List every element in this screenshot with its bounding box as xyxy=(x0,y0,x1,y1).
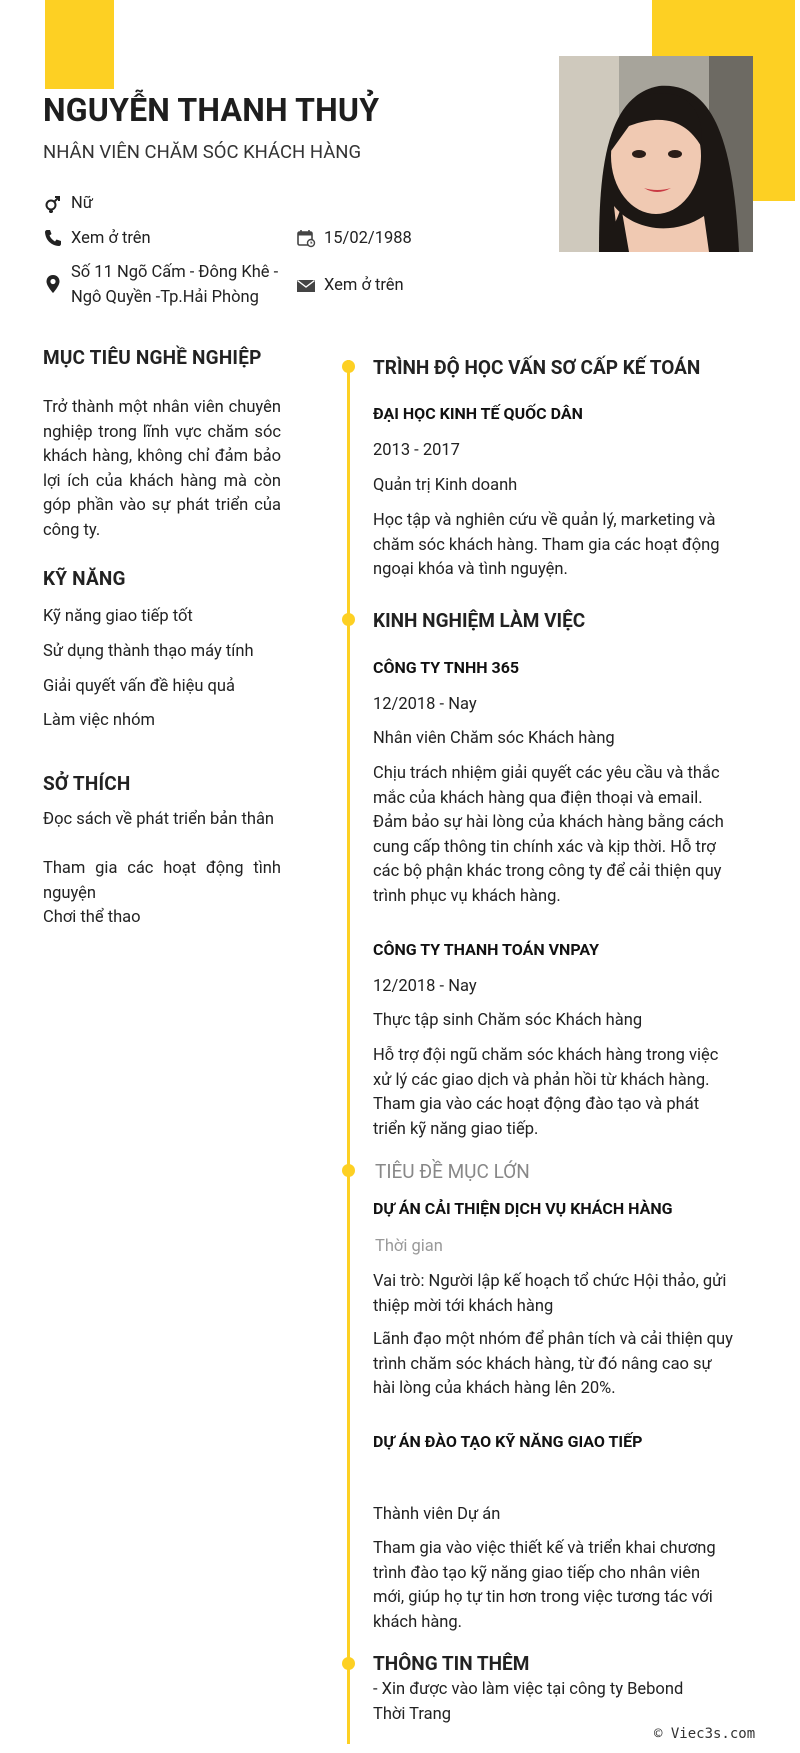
additional-text: - Xin được vào làm việc tại công ty Bebond Thời Trang xyxy=(373,1680,684,1724)
address-line-1: Số 11 Ngõ Cấm - Đông Khê - xyxy=(71,263,279,282)
watermark: © Viec3s.com xyxy=(654,1726,756,1742)
skill-item: Sử dụng thành thạo máy tính xyxy=(43,642,254,661)
birthday-value: 15/02/1988 xyxy=(324,229,412,248)
job-description: Chịu trách nhiệm giải quyết các yêu cầu và thắc mắc của khách hàng qua điện thoại và email. Đảm bảo sự hài lòng của khách hàng bằng cách cung cấp thông tin chính xác và kịp thời. Hỗ trợ các bộ phận khác trong công ty để cải thiện quy trình phục vụ khách hàng. xyxy=(373,764,724,906)
skill-item: Làm việc nhóm xyxy=(43,711,155,730)
phone-icon xyxy=(43,228,63,248)
location-pin-icon xyxy=(43,274,63,294)
hobby-item: Chơi thể thao xyxy=(43,908,141,927)
skill-item: Kỹ năng giao tiếp tốt xyxy=(43,607,193,626)
job-role: Nhân viên Chăm sóc Khách hàng xyxy=(373,729,615,748)
job-period: 12/2018 - Nay xyxy=(373,977,477,996)
education-title: TRÌNH ĐỘ HỌC VẤN SƠ CẤP KẾ TOÁN xyxy=(373,356,701,379)
project-description: Lãnh đạo một nhóm để phân tích và cải thiện quy trình chăm sóc khách hàng, từ đó nâng cao sự hài lòng của khách hàng lên 20%. xyxy=(373,1330,733,1398)
timeline-line xyxy=(347,360,350,1744)
gender-value: Nữ xyxy=(71,194,93,213)
project-name: DỰ ÁN CẢI THIỆN DỊCH VỤ KHÁCH HÀNG xyxy=(373,1199,673,1218)
project-time: Thời gian xyxy=(375,1237,443,1256)
education-description: Học tập và nghiên cứu về quản lý, marketing và chăm sóc khách hàng. Tham gia các hoạt động ngoại khóa và tình nguyện. xyxy=(373,511,720,579)
address-line-2: Ngô Quyền -Tp.Hải Phòng xyxy=(71,288,259,307)
job-company: CÔNG TY THANH TOÁN VNPAY xyxy=(373,940,599,959)
profile-photo xyxy=(559,56,753,252)
phone-value: Xem ở trên xyxy=(71,229,151,248)
projects-title: TIÊU ĐỀ MỤC LỚN xyxy=(375,1160,530,1183)
decor-block-left xyxy=(45,0,114,89)
objective-title: MỤC TIÊU NGHỀ NGHIỆP xyxy=(43,346,262,369)
candidate-position: NHÂN VIÊN CHĂM SÓC KHÁCH HÀNG xyxy=(43,141,362,163)
mail-icon xyxy=(296,276,316,296)
candidate-name: NGUYỄN THANH THUỶ xyxy=(43,91,380,129)
project-name: DỰ ÁN ĐÀO TẠO KỸ NĂNG GIAO TIẾP xyxy=(373,1432,643,1451)
job-company: CÔNG TY TNHH 365 xyxy=(373,658,520,677)
education-school: ĐẠI HỌC KINH TẾ QUỐC DÂN xyxy=(373,404,583,423)
education-period: 2013 - 2017 xyxy=(373,441,460,460)
job-period: 12/2018 - Nay xyxy=(373,695,477,714)
education-major: Quản trị Kinh doanh xyxy=(373,476,518,495)
hobbies-title: SỞ THÍCH xyxy=(43,772,131,795)
timeline-dot xyxy=(342,360,355,373)
skills-title: KỸ NĂNG xyxy=(43,567,126,590)
additional-title: THÔNG TIN THÊM xyxy=(373,1652,530,1675)
objective-text: Trở thành một nhân viên chuyên nghiệp trong lĩnh vực chăm sóc khách hàng, không chỉ đảm bảo lợi ích của khách hàng mà còn góp phần vào sự phát triển của công ty. xyxy=(43,398,281,540)
timeline-dot xyxy=(342,1164,355,1177)
experience-title: KINH NGHIỆM LÀM VIỆC xyxy=(373,609,586,632)
job-role: Thực tập sinh Chăm sóc Khách hàng xyxy=(373,1011,643,1030)
skill-item: Giải quyết vấn đề hiệu quả xyxy=(43,677,235,696)
job-description: Hỗ trợ đội ngũ chăm sóc khách hàng trong việc xử lý các giao dịch và phản hồi từ khách hàng. Tham gia vào các hoạt động đào tạo và phát triển kỹ năng giao tiếp. xyxy=(373,1046,719,1139)
calendar-icon xyxy=(296,228,316,248)
hobby-item: Tham gia các hoạt động tình nguyện xyxy=(43,859,281,903)
email-value: Xem ở trên xyxy=(324,276,404,295)
timeline-dot xyxy=(342,1657,355,1670)
project-role: Thành viên Dự án xyxy=(373,1505,501,1524)
timeline-dot xyxy=(342,613,355,626)
gender-icon xyxy=(43,193,63,213)
project-role: Vai trò: Người lập kế hoạch tổ chức Hội thảo, gửi thiệp mời tới khách hàng xyxy=(373,1272,727,1316)
hobby-item: Đọc sách về phát triển bản thân xyxy=(43,810,275,829)
project-description: Tham gia vào việc thiết kế và triển khai chương trình đào tạo kỹ năng giao tiếp cho nhân viên mới, giúp họ tự tin hơn trong việc tương tác với khách hàng. xyxy=(373,1539,716,1632)
